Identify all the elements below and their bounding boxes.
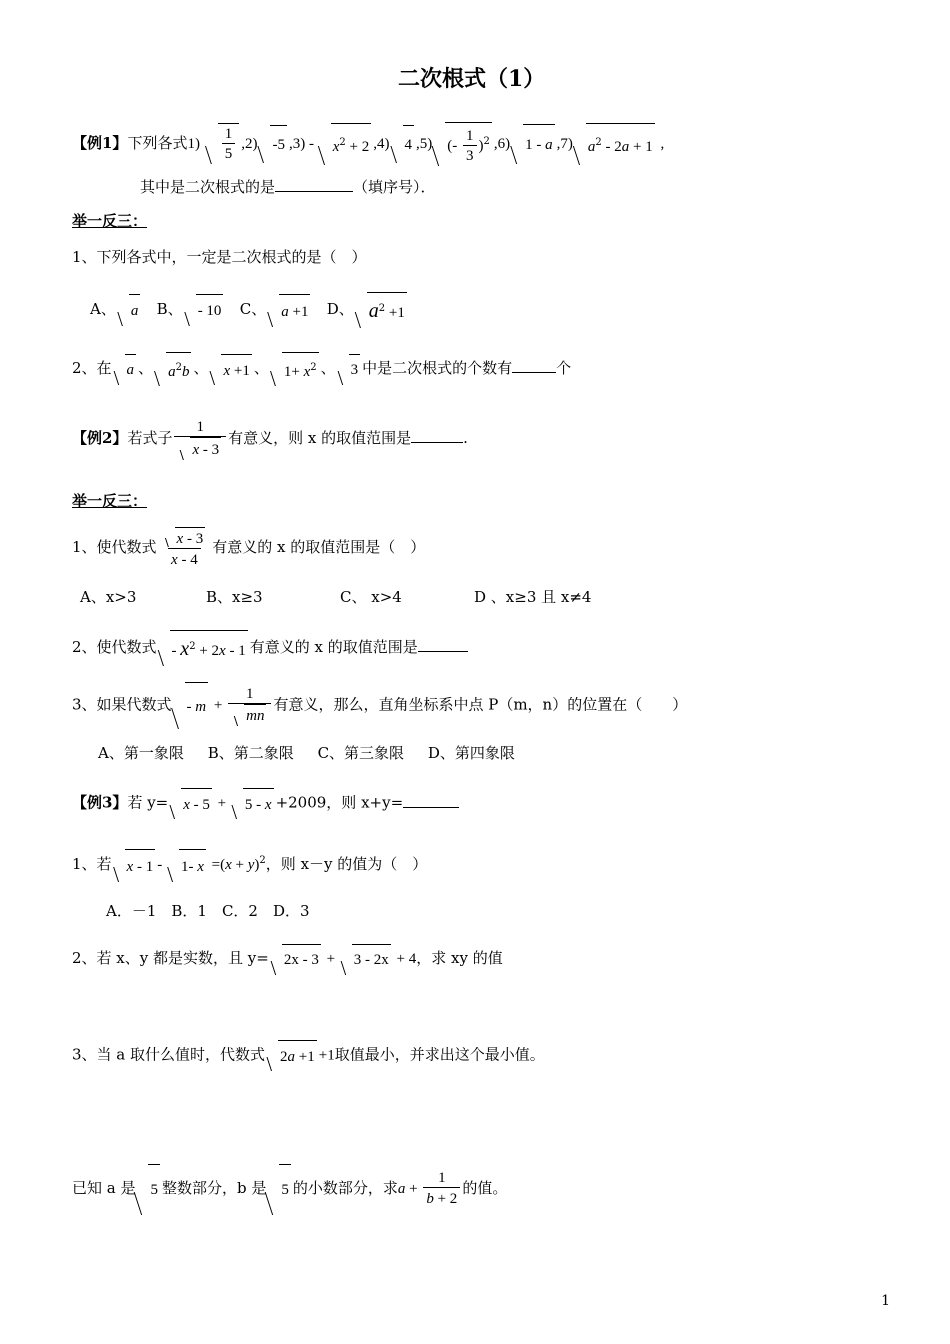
radical: $\frac{1}{5}$ xyxy=(207,123,240,164)
practice-3-q2: 2、若 x、y 都是实数，且 y= 2x - 3 + 3 - 2x + 4，求 xy 的值 xyxy=(72,944,503,974)
page-number: 1 xyxy=(881,1293,890,1309)
answer-blank[interactable] xyxy=(418,637,468,652)
practice-2-q2: 2、使代数式 - $x^2 + 2x - 1$ 有意义的 x 的取值范围是 xyxy=(72,630,468,666)
practice-2-q3-options: A、第一象限 B、第二象限 C、第三象限 D、第四象限 xyxy=(98,744,515,762)
page-title: 二次根式（1） xyxy=(398,66,546,92)
example-3: 【例3】若 y= x - 5 + 5 - x +2009，则 x+y= xyxy=(72,788,459,819)
practice-2-q3: 3、如果代数式 - m + $\frac{1}{mn}$ 有意义，那么，直角坐标系中点 P（m，n）的位置在（ ） xyxy=(72,682,687,729)
practice-1-q2: 2、在 a 、 $a^2b$ 、 x +1 、 $1+ x^2$ 、 3 中是二次根式的个数有 个 xyxy=(72,352,571,386)
practice-2-q1: 1、使代数式 $\frac{x - 3}{x - 4}$ 有意义的 x 的取值范围是（ ） xyxy=(72,524,425,570)
radical: 4 xyxy=(392,125,415,163)
radical: 1 - a xyxy=(512,124,555,163)
practice-3-q1-options: A．－1 B．1 C．2 D．3 xyxy=(106,902,310,920)
section-heading: 举一反三： xyxy=(72,492,148,510)
practice-3-q1: 1、若 x - 1 - 1- $x =(x + y)^2$，则 x－y 的值为（ ） xyxy=(72,846,427,882)
example-1-label: 【例1】 xyxy=(72,133,128,152)
radical: $x^2 + 2$ xyxy=(320,123,372,165)
answer-blank[interactable] xyxy=(411,428,463,443)
example-1-followup: 其中是二次根式的是 （填序号）． xyxy=(140,178,436,196)
practice-1-q1-options: A、 a B、 - 10 C、 a +1 D、 $a^2 +1$ xyxy=(90,292,409,328)
example-1: 【例1】下列各式1) $\frac{1}{5}$ ,2) -5 $,3) - x^2 + 2$ ,4) 4 ,5) (- $\frac{1}{3}$ )$^2$ ,6) 1 - a ,7) $a^2 - 2a + 1$ , xyxy=(72,122,664,166)
section-heading: 举一反三： xyxy=(72,212,148,230)
practice-1-q1: 1、下列各式中，一定是二次根式的是（ ） xyxy=(72,248,367,266)
radical: -5 xyxy=(259,125,287,163)
radical: (- $\frac{1}{3}$ )$^2$ xyxy=(434,122,492,166)
radical: $a^2 - 2a + 1$ xyxy=(575,123,655,165)
example-1-lead: 下列各式 xyxy=(127,133,188,152)
answer-blank[interactable] xyxy=(275,177,353,192)
answer-blank[interactable] xyxy=(512,358,556,373)
answer-blank[interactable] xyxy=(403,793,459,808)
example-2: 【例2】若式子 $\frac{1}{x - 3}$ 有意义，则 x 的取值范围是 . xyxy=(72,419,468,458)
practice-3-q3: 3、当 a 取什么值时，代数式 2a +1 +1取值最小，并求出这个最小值。 xyxy=(72,1040,545,1071)
final-question: 已知 a 是 5 整数部分，b 是 5 的小数部分，求a + $\frac{1}{b + 2}$ 的值。 xyxy=(72,1164,507,1214)
